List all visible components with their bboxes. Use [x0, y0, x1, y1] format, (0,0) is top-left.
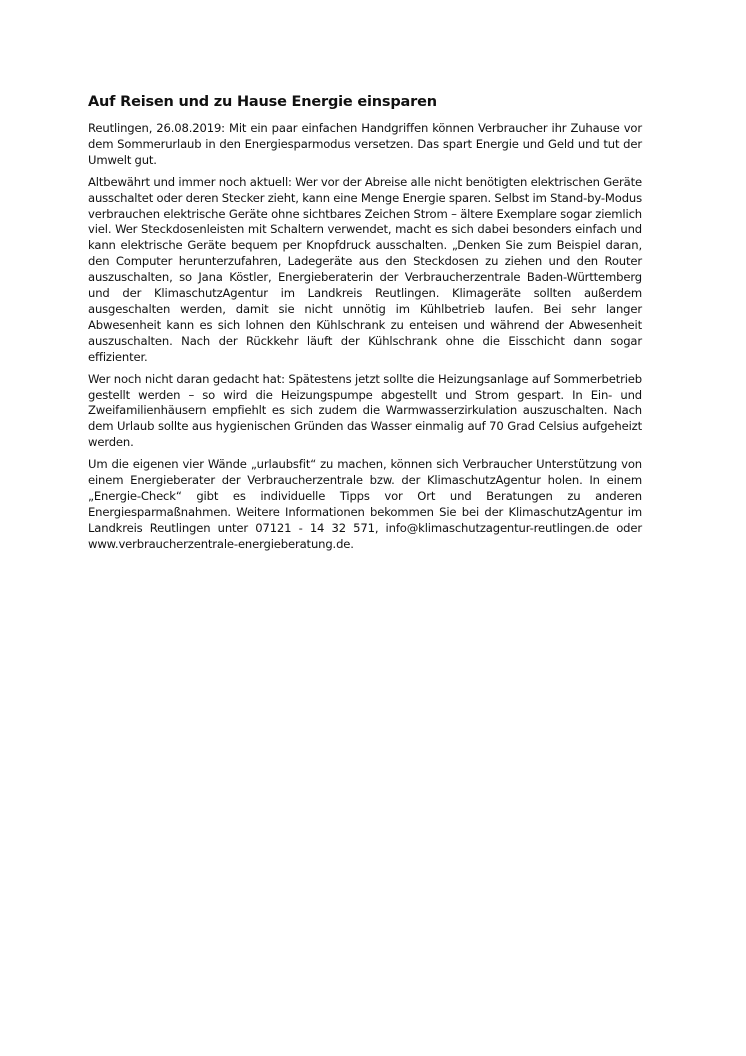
- document-page: [88, 92, 642, 559]
- paragraph-standby: Altbewährt und immer noch aktuell: Wer vor der Abreise alle nicht benötigten elektrischen Geräte ausschaltet oder deren Stecker zieht, kann eine Menge Energie sparen. Selbst im Stand-by-Modus verbrauchen elektrische Geräte ohne sichtbares Zeichen Strom – ältere Exemplare sogar ziemlich viel. Wer Steckdosenleisten mit Schaltern verwendet, macht es sich dabei besonders einfach und kann elektrische Geräte bequem per Knopfdruck ausschalten. „Denken Sie zum Beispiel daran, den Computer herunterzufahren, Ladegeräte aus den Steckdosen zu ziehen und den Router auszuschalten, so Jana Köstler, Energieberaterin der Verbraucherzentrale Baden-Württemberg und der KlimaschutzAgentur im Landkreis Reutlingen. Klimageräte sollten außerdem ausgeschalten werden, damit sie nicht unnötig im Kühlbetrieb laufen. Bei sehr langer Abwesenheit kann es sich lohnen den Kühlschrank zu enteisen und während der Abwesenheit auszuschalten. Nach der Rückkehr läuft der Kühlschrank ohne die Eisschicht dann sogar effizienter.: [88, 174, 642, 364]
- article-title: Auf Reisen und zu Hause Energie einsparen: [88, 94, 437, 110]
- paragraph-intro: Reutlingen, 26.08.2019: Mit ein paar einfachen Handgriffen können Verbraucher ihr Zuhause vor dem Sommerurlaub in den Energiesparmodus versetzen. Das spart Energie und Geld und tut der Umwelt gut.: [88, 121, 642, 167]
- paragraph-heating: Wer noch nicht daran gedacht hat: Spätestens jetzt sollte die Heizungsanlage auf Sommerbetrieb gestellt werden – so wird die Heizungspumpe abgestellt und Strom gespart. In Ein- und Zweifamilienhäusern empfiehlt es sich zudem die Warmwasserzirkulation auszuschalten. Nach dem Urlaub sollte aus hygienischen Gründen das Wasser einmalig auf 70 Grad Celsius aufgeheizt werden.: [88, 371, 642, 450]
- paragraph-consulting: Um die eigenen vier Wände „urlaubsfit“ zu machen, können sich Verbraucher Unterstützung von einem Energieberater der Verbraucherzentrale bzw. der KlimaschutzAgentur holen. In einem „Energie-Check“ gibt es individuelle Tipps vor Ort und Beratungen zu anderen Energiesparmaßnahmen. Weitere Informationen bekommen Sie bei der KlimaschutzAgentur im Landkreis Reutlingen unter 07121 - 14 32 571, info@klimaschutzagentur-reutlingen.de oder www.verbraucherzentrale-energieberatung.de.: [88, 457, 642, 551]
